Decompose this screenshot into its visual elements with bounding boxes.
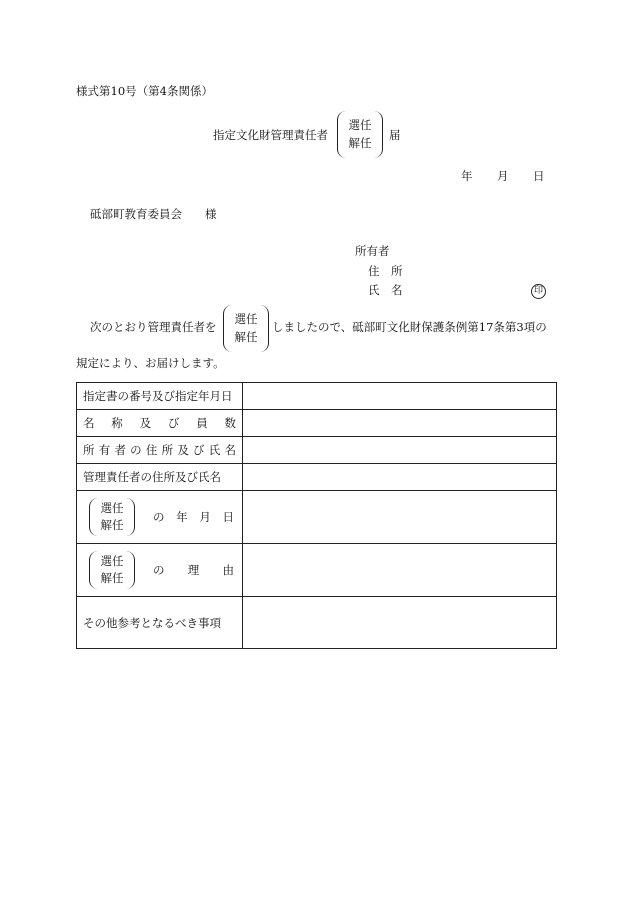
label-char: 称 <box>111 416 123 430</box>
choice-dismiss: 解任 <box>348 135 372 150</box>
label-char: 理 <box>187 563 200 577</box>
label-char: 名 <box>83 416 95 430</box>
owner-name-label: 氏 名 <box>368 283 403 297</box>
table-row <box>77 491 557 544</box>
notification-table <box>76 382 557 649</box>
label-char: 月 <box>199 510 211 524</box>
date-day: 日 <box>533 169 545 183</box>
row-label-text: 管理責任者の住所及び氏名 <box>83 470 221 484</box>
row-choice-bracket <box>89 498 135 536</box>
row-reason-value[interactable] <box>243 544 557 597</box>
label-char: び <box>193 443 205 457</box>
label-char: 数 <box>224 416 236 430</box>
row-designation-value[interactable] <box>243 383 557 410</box>
row-other-value[interactable] <box>243 597 557 649</box>
label-char: 者 <box>114 443 126 457</box>
row-designation-label <box>77 383 243 410</box>
table-row <box>77 464 557 491</box>
row-name-count-label <box>77 410 243 437</box>
label-char: 年 <box>176 510 188 524</box>
label-char: 名 <box>224 443 236 457</box>
row-owner-value[interactable] <box>243 437 557 464</box>
table-row <box>77 383 557 410</box>
title-choice-bracket <box>337 111 383 158</box>
label-char: 住 <box>145 443 158 457</box>
row-manager-label <box>77 464 243 491</box>
owner-address-label: 住 所 <box>368 264 403 278</box>
label-char: び <box>167 416 180 430</box>
label-char: の <box>130 443 142 457</box>
label-char: の <box>153 510 165 524</box>
body-text-before: 次のとおり管理責任者を <box>90 320 217 334</box>
label-char: 氏 <box>208 443 221 457</box>
table-row <box>77 544 557 597</box>
choice-dismiss: 解任 <box>100 571 124 585</box>
table-row <box>77 597 557 649</box>
date-year: 年 <box>461 169 473 183</box>
choice-appoint: 選任 <box>234 312 258 327</box>
row-name-count-value[interactable] <box>243 410 557 437</box>
row-other-label <box>77 597 243 649</box>
body-text-line2: 規定により、お届けします。 <box>76 356 225 370</box>
addressee: 砥部町教育委員会 様 <box>90 207 217 221</box>
choice-dismiss: 解任 <box>234 329 258 344</box>
row-owner-label <box>77 437 243 464</box>
row-manager-value[interactable] <box>243 464 557 491</box>
row-reason-label <box>77 544 243 597</box>
label-char: 及 <box>177 443 189 457</box>
choice-appoint: 選任 <box>348 118 372 133</box>
title-prefix: 指定文化財管理責任者 <box>213 128 328 142</box>
choice-dismiss: 解任 <box>100 518 124 532</box>
row-label-text: 指定書の番号及び指定年月日 <box>83 389 233 403</box>
label-char: 員 <box>196 416 208 430</box>
body-choice-bracket <box>223 305 269 352</box>
choice-appoint: 選任 <box>100 500 124 515</box>
title-suffix: 届 <box>389 128 401 142</box>
date-month: 月 <box>497 169 509 183</box>
table-row <box>77 410 557 437</box>
row-choice-bracket <box>89 551 135 589</box>
row-label-text: その他参考となるべき事項 <box>83 615 221 630</box>
label-char: の <box>153 563 165 577</box>
form-number: 様式第10号（第4条関係） <box>76 84 213 98</box>
label-char: 由 <box>222 563 234 577</box>
label-char: 及 <box>139 416 152 430</box>
body-text-after: しましたので、砥部町文化財保護条例第17条第3項の <box>272 320 547 334</box>
row-date-label <box>77 491 243 544</box>
label-char: 所 <box>83 443 95 457</box>
row-date-value[interactable] <box>243 491 557 544</box>
label-char: 日 <box>222 510 234 524</box>
seal-mark: 印 <box>531 284 546 299</box>
label-char: 所 <box>161 443 174 457</box>
owner-heading: 所有者 <box>355 244 390 258</box>
label-char: 有 <box>98 443 111 457</box>
table-row <box>77 437 557 464</box>
choice-appoint: 選任 <box>100 553 124 568</box>
